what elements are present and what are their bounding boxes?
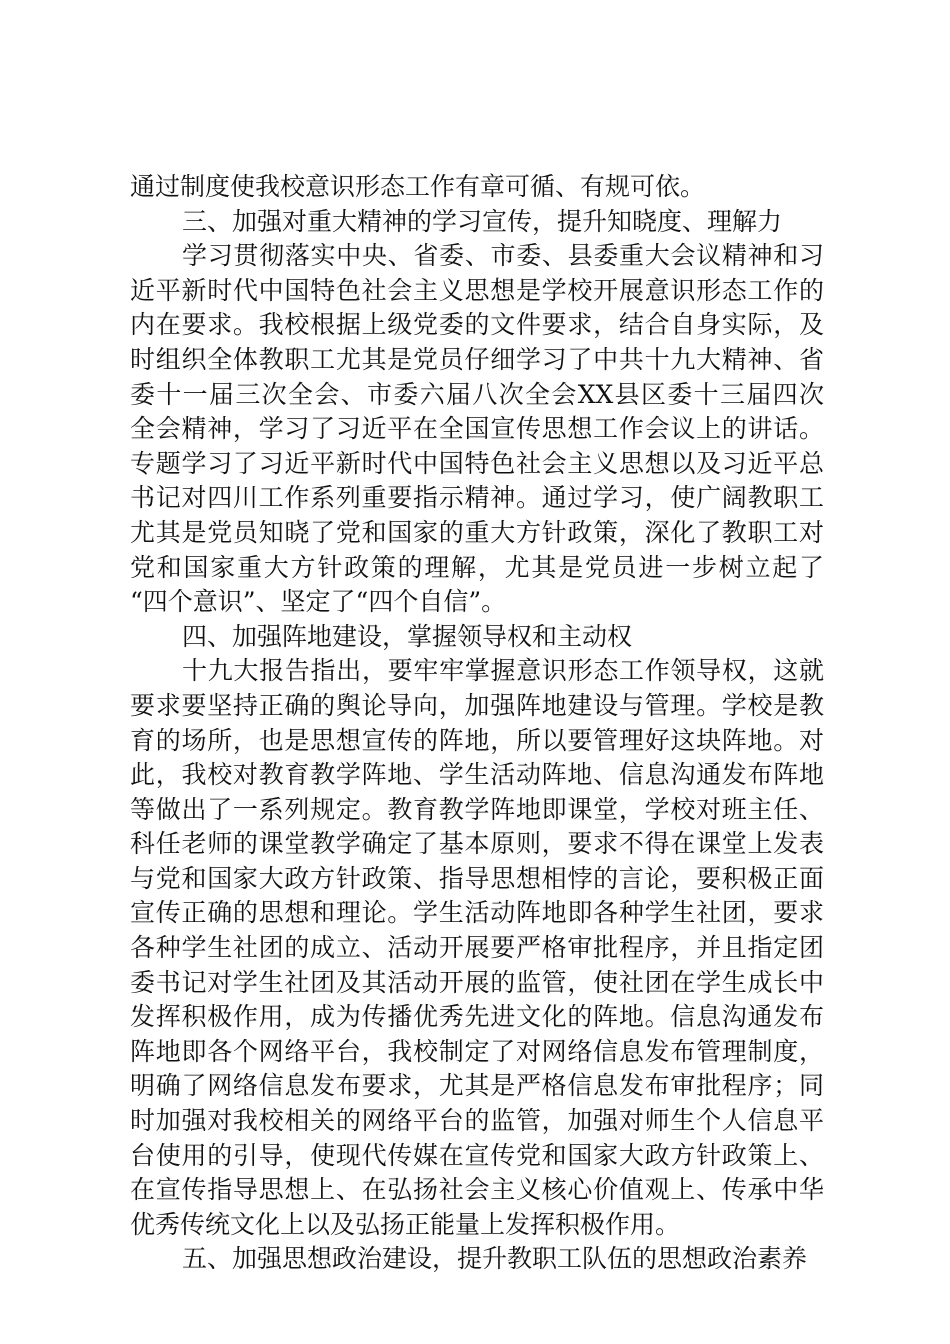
text-line: 五、加强思想政治建设，提升教职工队伍的思想政治素养 — [182, 1244, 808, 1274]
text-line: 近平新时代中国特色社会主义思想是学校开展意识形态工作的 — [130, 275, 824, 305]
text-line: 育的场所，也是思想宣传的阵地，所以要管理好这块阵地。对 — [130, 725, 824, 755]
text-line: 在宣传指导思想上、在弘扬社会主义核心价值观上、传承中华 — [130, 1175, 824, 1205]
text-line: 全会精神，学习了习近平在全国宣传思想工作会议上的讲话。 — [130, 414, 824, 444]
text-line: 四、加强阵地建设，掌握领导权和主动权 — [182, 621, 633, 651]
text-line: “四个意识”、坚定了“四个自信”。 — [130, 587, 507, 617]
text-line: 宣传正确的思想和理论。学生活动阵地即各种学生社团，要求 — [130, 898, 824, 928]
text-line: 书记对四川工作系列重要指示精神。通过学习，使广阔教职工 — [130, 483, 824, 513]
text-line: 发挥积极作用，成为传播优秀先进文化的阵地。信息沟通发布 — [130, 1002, 824, 1032]
text-line: 各种学生社团的成立、活动开展要严格审批程序，并且指定团 — [130, 933, 824, 963]
document-body — [130, 170, 824, 1277]
text-line: 时组织全体教职工尤其是党员仔细学习了中共十九大精神、省 — [130, 344, 824, 374]
text-line: 三、加强对重大精神的学习宣传，提升知晓度、理解力 — [182, 206, 783, 236]
text-line: 党和国家重大方针政策的理解，尤其是党员进一步树立起了 — [130, 552, 824, 582]
text-line: 科任老师的课堂教学确定了基本原则，要求不得在课堂上发表 — [130, 829, 824, 859]
text-line: 专题学习了习近平新时代中国特色社会主义思想以及习近平总 — [130, 448, 824, 478]
text-line: 通过制度使我校意识形态工作有章可循、有规可依。 — [130, 172, 706, 201]
text-line: 委书记对学生社团及其活动开展的监管，使社团在学生成长中 — [130, 967, 824, 997]
text-line: 委十一届三次全会、市委六届八次全会XX县区委十三届四次 — [130, 379, 824, 409]
text-line: 等做出了一系列规定。教育教学阵地即课堂，学校对班主任、 — [130, 794, 824, 824]
text-line: 明确了网络信息发布要求，尤其是严格信息发布审批程序；同 — [130, 1071, 824, 1101]
text-line: 尤其是党员知晓了党和国家的重大方针政策，深化了教职工对 — [130, 517, 824, 547]
text-line: 十九大报告指出，要牢牢掌握意识形态工作领导权，这就 — [182, 656, 824, 686]
text-line: 此，我校对教育教学阵地、学生活动阵地、信息沟通发布阵地 — [130, 760, 824, 790]
text-line: 要求要坚持正确的舆论导向，加强阵地建设与管理。学校是教 — [130, 690, 824, 720]
text-line: 时加强对我校相关的网络平台的监管，加强对师生个人信息平 — [130, 1106, 824, 1136]
text-line: 阵地即各个网络平台，我校制定了对网络信息发布管理制度， — [130, 1036, 824, 1066]
text-line: 台使用的引导，使现代传媒在宣传党和国家大政方针政策上、 — [130, 1140, 824, 1170]
text-line: 与党和国家大政方针政策、指导思想相悖的言论，要积极正面 — [130, 863, 824, 893]
text-line: 学习贯彻落实中央、省委、市委、县委重大会议精神和习 — [182, 241, 824, 271]
text-line: 优秀传统文化上以及弘扬正能量上发挥积极作用。 — [130, 1209, 681, 1239]
text-line: 内在要求。我校根据上级党委的文件要求，结合自身实际，及 — [130, 310, 824, 340]
